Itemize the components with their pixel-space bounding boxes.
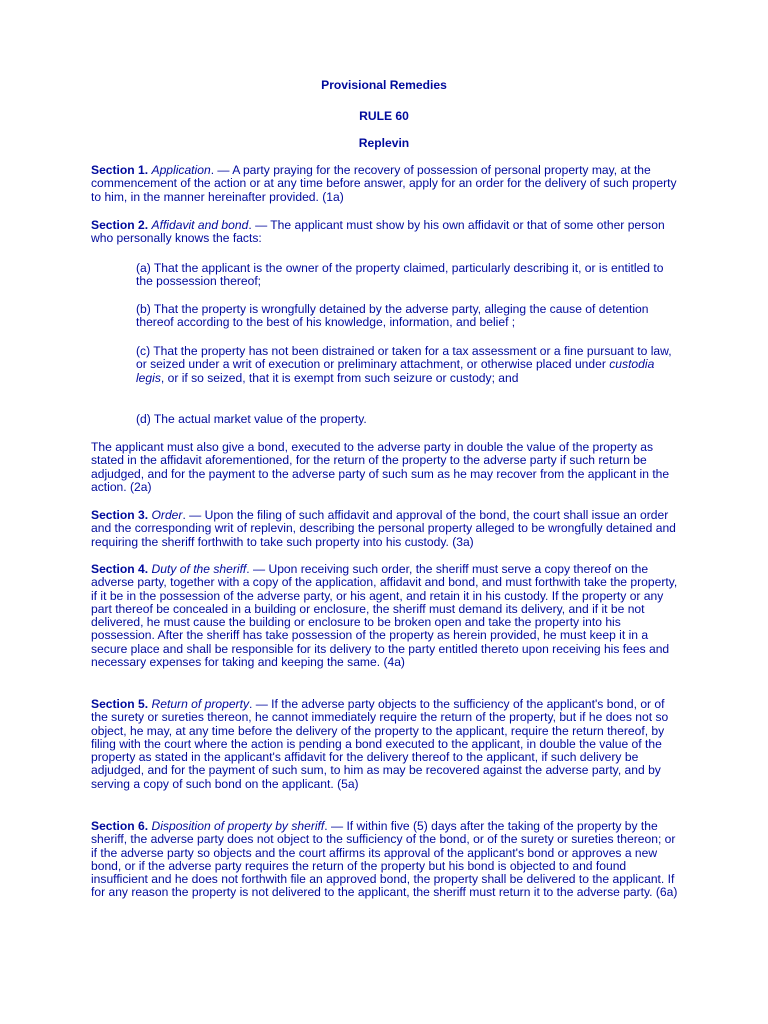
section-2-closing-text: The applicant must also give a bond, executed to the adverse party in double the value of the property as stated in the affidavit aforementioned, for the return of the property to the adverse party if such return be adjudged, and for the payment to the adverse party of such sum as he may recover from the applicant in the action. (2a)	[91, 440, 670, 494]
section-3	[91, 509, 681, 563]
section-1-text: . — A party praying for the recovery of possession of personal property may, at the commencement of the action or at any time before answer, apply for an order for the delivery of such property to him, in the manner hereinafter provided. (1a)	[91, 163, 677, 204]
section-5-name: Return of property	[151, 697, 249, 711]
item-d-text: (d) The actual market value of the property.	[136, 412, 367, 426]
section-3-paragraph	[91, 509, 681, 549]
item-c-paragraph	[136, 345, 676, 385]
section-3-label: Section 3.	[91, 508, 149, 522]
section-4-name: Duty of the sheriff	[151, 562, 247, 576]
section-6-label: Section 6.	[91, 819, 149, 833]
section-3-name: Order	[151, 508, 183, 522]
section-2-text: . — The applicant must show by his own affidavit or that of some other person who personally knows the facts:	[91, 218, 665, 246]
section-2-closing	[91, 441, 681, 508]
part-title: Provisional Remedies	[321, 78, 447, 92]
section-1	[91, 164, 681, 218]
item-b-text: (b) That the property is wrongfully detained by the adverse party, alleging the cause of detention thereof according to the best of his knowledge, information, and belief ;	[136, 302, 649, 330]
rule-title: Replevin	[358, 136, 410, 150]
rule-number: RULE 60	[359, 109, 409, 123]
section-4-label: Section 4.	[91, 562, 149, 576]
section-5-label: Section 5.	[91, 697, 149, 711]
section-6-name: Disposition of property by sheriff	[151, 819, 325, 833]
section-6	[91, 820, 681, 914]
section-2	[91, 219, 681, 260]
section-2-name: Affidavit and bond	[151, 218, 249, 232]
section-2-paragraph	[91, 219, 681, 246]
item-c-italic: custodia legis	[136, 357, 655, 385]
section-1-label: Section 1.	[91, 163, 149, 177]
section-2-item-a	[91, 262, 681, 303]
section-1-paragraph	[91, 164, 681, 204]
section-5-text: . — If the adverse party objects to the sufficiency of the applicant's bond, or of the surety or sureties thereon, he cannot immediately require the return of the property, but if he does not so object, he may, at any time before the delivery of the property to the applicant, require the return thereof, by filing with the court where the action is pending a bond executed to the applicant, in double the value of the property as stated in the applicant's affidavit for the delivery thereof to the applicant, if such delivery be adjudged, and for the payment of such sum, to him as may be recovered against the adverse party, and by serving a copy of such bond on the applicant. (5a)	[91, 697, 669, 791]
section-3-text: . — Upon the filing of such affidavit and approval of the bond, the court shall issue an order and the corresponding writ of replevin, describing the personal property alleged to be wrongfully detained and requiring the sheriff forthwith to take such property into his custody. (3a)	[91, 508, 676, 549]
section-6-text: . — If within five (5) days after the taking of the property by the sheriff, the adverse party does not object to the sufficiency of the bond, or of the surety or sureties thereon; or if the adverse party so objects and the court affirms its approval of the applicant's bond or approves a new bond, or if the adverse party requires the return of the property but his bond is objected to and found insufficient and he does not forthwith file an approved bond, the property shall be delivered to the applicant. If for any reason the property is not delivered to the applicant, the sheriff must return it to the adverse party. (6a)	[91, 819, 678, 900]
section-1-name: Application	[151, 163, 211, 177]
item-c-text-after: , or if so seized, that it is exempt from such seizure or custody; and	[160, 370, 519, 385]
section-6-paragraph	[91, 820, 681, 900]
section-4	[91, 563, 681, 683]
section-2-item-b	[91, 303, 681, 344]
section-2-item-d	[91, 413, 681, 440]
section-2-item-c	[91, 345, 681, 399]
section-4-text: . — Upon receiving such order, the sheriff must serve a copy thereof on the adverse party, together with a copy of the application, affidavit and bond, and must forthwith take the property, if it be in the possession of the adverse party, or his agent, and retain it in his custody. If the property or any part thereof be concealed in a building or enclosure, the sheriff must demand its delivery, and if it be not delivered, he must cause the building or enclosure to be broken open and take the property into his possession. After the sheriff has take possession of the property as herein provided, he must keep it in a secure place and shall be responsible for its delivery to the party entitled thereto upon receiving his fees and necessary expenses for taking and keeping the same. (4a)	[91, 562, 678, 670]
section-2-label: Section 2.	[91, 218, 149, 232]
item-a-text: (a) That the applicant is the owner of the property claimed, particularly describing it, or is entitled to the possession thereof;	[136, 261, 664, 289]
section-5-paragraph	[91, 698, 681, 791]
item-c-text-before: (c) That the property has not been distrained or taken for a tax assessment or a fine pursuant to law, or seized under a writ of execution or preliminary attachment, or otherwise placed under	[136, 344, 672, 372]
section-5	[91, 698, 681, 805]
section-4-paragraph	[91, 563, 681, 669]
